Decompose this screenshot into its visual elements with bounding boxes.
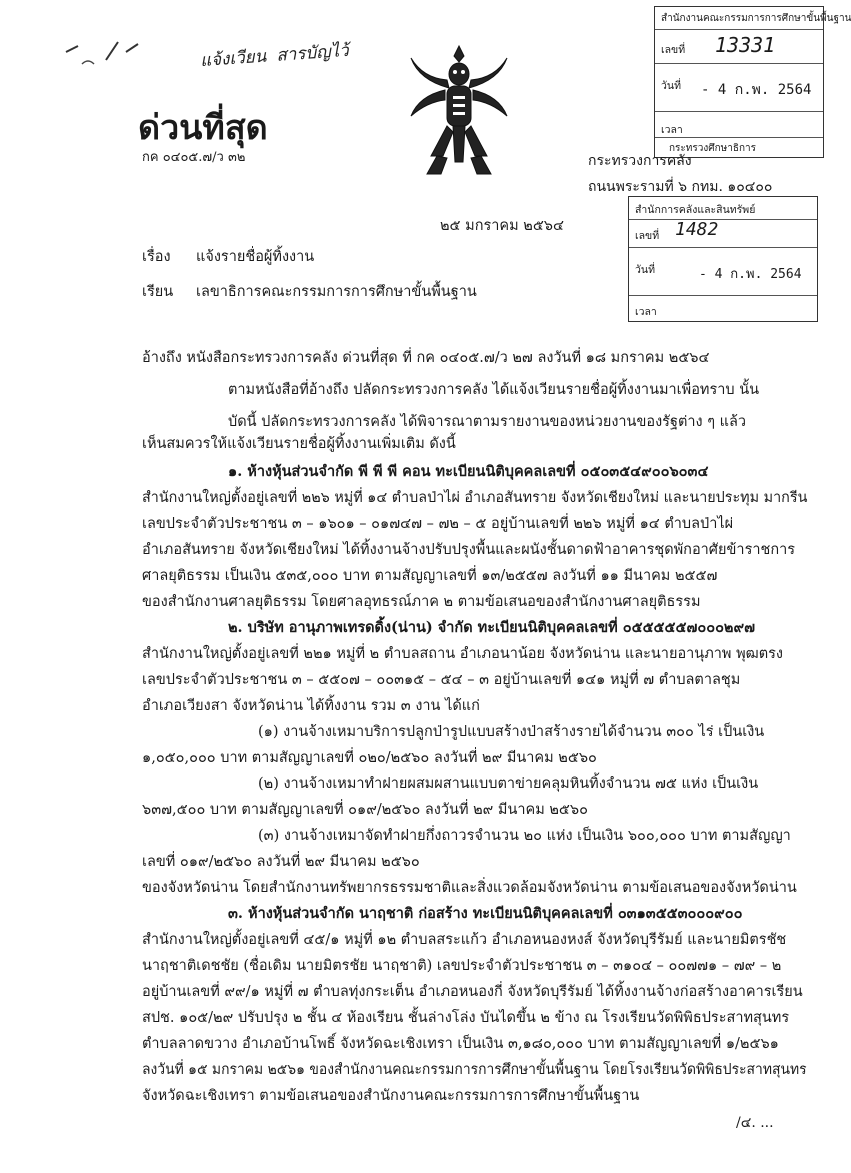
stamp-date-value: - 4 ก.พ. 2564 [701, 82, 812, 98]
body-line: ของสำนักงานศาลยุติธรรม โดยศาลอุทธรณ์ภาค ๒ ตามข้อเสนอของสำนักงานศาลยุติธรรม [142, 594, 701, 610]
body-line: สำนักงานใหญ่ตั้งอยู่เลขที่ ๔๕/๑ หมู่ที่ ๑๒ ตำบลสระแก้ว อำเภอหนองหงส์ จังหวัดบุรีรัมย์ และนายมิตรชัช [142, 932, 787, 948]
stamp2-date-label: วันที่ [635, 264, 655, 276]
stamp2-number-label: เลขที่ [635, 230, 660, 242]
salutation-label: เรียน [142, 284, 174, 300]
receiving-stamp-finance [628, 196, 818, 322]
body-line: ตามหนังสือที่อ้างถึง ปลัดกระทรวงการคลัง ได้แจ้งเวียนรายชื่อผู้ทิ้งงานมาเพื่อทราบ นั้น [228, 382, 760, 398]
stamp-number-label: เลขที่ [661, 44, 686, 56]
body-line: เลขที่ ๐๑๙/๒๕๖๐ ลงวันที่ ๒๙ มีนาคม ๒๕๖๐ [142, 854, 420, 870]
continued-marker: /๔. ... [736, 1115, 774, 1131]
sub-item-2: (๒) งานจ้างเหมาทำฝายผสมผสานแบบตาข่ายคลุมหินทิ้งจำนวน ๗๕ แห่ง เป็นเงิน [258, 776, 759, 792]
body-line: อำเภอสันทราย จังหวัดเชียงใหม่ ได้ทิ้งงานจ้างปรับปรุงพื้นและผนังชั้นดาดฟ้าอาคารชุดพักอาศัยข้าราชการ [142, 542, 796, 558]
body-line: ศาลยุติธรรม เป็นเงิน ๕๓๕,๐๐๐ บาท ตามสัญญาเลขที่ ๑๓/๒๕๕๗ ลงวันที่ ๑๑ มีนาคม ๒๕๕๗ [142, 568, 718, 584]
sub-item-3: (๓) งานจ้างเหมาจัดทำฝายกึ่งถาวรจำนวน ๒๐ แห่ง เป็นเงิน ๖๐๐,๐๐๐ บาท ตามสัญญา [258, 828, 791, 844]
doc-number: กค ๐๔๐๕.๗/ว ๓๒ [142, 150, 246, 165]
body-line: สำนักงานใหญ่ตั้งอยู่เลขที่ ๒๒๖ หมู่ที่ ๑๔ ตำบลป่าไผ่ อำเภอสันทราย จังหวัดเชียงใหม่ และนายประทุม มากรีน [142, 490, 808, 506]
subject-label: เรื่อง [142, 249, 171, 265]
stamp-date-label: วันที่ [661, 80, 681, 92]
sender-address: ถนนพระรามที่ ๖ กทม. ๑๐๔๐๐ [588, 179, 773, 195]
body-line: บัดนี้ ปลัดกระทรวงการคลัง ได้พิจารณาตามรายงานของหน่วยงานของรัฐต่าง ๆ แล้ว [228, 414, 746, 430]
item-1-heading: ๑. ห้างหุ้นส่วนจำกัด พี พี พี คอน ทะเบียนนิติบุคคลเลขที่ ๐๕๐๓๕๔๙๐๐๖๐๓๔ [228, 463, 709, 480]
stamp-number-value: 13331 [715, 33, 776, 57]
body-line: ของจังหวัดน่าน โดยสำนักงานทรัพยากรธรรมชาติและสิ่งแวดล้อมจังหวัดน่าน ตามข้อเสนอของจังหวัดน่าน [142, 880, 797, 896]
body-line: อยู่บ้านเลขที่ ๙๙/๑ หมู่ที่ ๗ ตำบลทุ่งกระเต็น อำเภอหนองกี่ จังหวัดบุรีรัมย์ ได้ทิ้งงานจ้างก่อสร้างอาคารเรียน [142, 984, 803, 1000]
reference-line: อ้างถึง หนังสือกระทรวงการคลัง ด่วนที่สุด ที่ กค ๐๔๐๕.๗/ว ๒๗ ลงวันที่ ๑๘ มกราคม ๒๕๖๔ [142, 350, 710, 366]
item-2-heading: ๒. บริษัท อานุภาพเทรดดิ้ง(น่าน) จำกัด ทะเบียนนิติบุคคลเลขที่ ๐๕๕๕๕๕๗๐๐๐๒๙๗ [228, 619, 756, 636]
handwritten-note: แจ้งเวียน สารบัญไว้ [199, 40, 350, 72]
sender-ministry: กระทรวงการคลัง [588, 153, 692, 169]
body-line: เลขประจำตัวประชาชน ๓ – ๕๕๐๗ – ๐๐๓๑๕ – ๕๔ – ๓ อยู่บ้านเลขที่ ๑๔๑ หมู่ที่ ๗ ตำบลตาลชุม [142, 672, 741, 688]
stamp-time-label: เวลา [661, 124, 683, 136]
letter-date: ๒๕ มกราคม ๒๕๖๔ [440, 218, 564, 234]
body-line: อำเภอเวียงสา จังหวัดน่าน ได้ทิ้งงาน รวม ๓ งาน ได้แก่ [142, 698, 480, 714]
stamp-office: สำนักงานคณะกรรมการการศึกษาขั้นพื้นฐาน [661, 13, 851, 24]
sub-item-1: (๑) งานจ้างเหมาบริการปลูกป่ารูปแบบสร้างป่าสร้างรายได้จำนวน ๓๐๐ ไร่ เป็นเงิน [258, 724, 765, 740]
body-line: ตำบลลาดขวาง อำเภอบ้านโพธิ์ จังหวัดฉะเชิงเทรา เป็นเงิน ๓,๑๘๐,๐๐๐ บาท ตามสัญญาเลขที่ ๑/๒๕๖๑ [142, 1036, 779, 1052]
body-line: ๑,๐๕๐,๐๐๐ บาท ตามสัญญาเลขที่ ๐๒๐/๒๕๖๐ ลงวันที่ ๒๙ มีนาคม ๒๕๖๐ [142, 750, 597, 766]
body-line: นาฤชาติเดชชัย (ชื่อเดิม นายมิตรชัย นาฤชาติ) เลขประจำตัวประชาชน ๓ – ๓๑๐๔ – ๐๐๗๗๑ – ๗๙ – ๒ [142, 958, 782, 974]
stamp2-number-value: 1482 [675, 219, 719, 240]
garuda-emblem-icon [407, 40, 512, 180]
stamp2-date-value: - 4 ก.พ. 2564 [699, 267, 802, 282]
stamp2-time-label: เวลา [635, 306, 657, 318]
stamp-ministry: กระทรวงศึกษาธิการ [669, 143, 757, 154]
urgency-label: ด่วนที่สุด [138, 108, 268, 148]
subject-text: แจ้งรายชื่อผู้ทิ้งงาน [196, 249, 315, 265]
body-line: สำนักงานใหญ่ตั้งอยู่เลขที่ ๒๒๑ หมู่ที่ ๒ ตำบลสถาน อำเภอนาน้อย จังหวัดน่าน และนายอานุภาพ พุฒตรง [142, 646, 784, 662]
body-line: เห็นสมควรให้แจ้งเวียนรายชื่อผู้ทิ้งงานเพิ่มเติม ดังนี้ [142, 436, 456, 452]
stamp2-office: สำนักการคลังและสินทรัพย์ [635, 204, 756, 216]
body-line: ลงวันที่ ๑๕ มกราคม ๒๕๖๑ ของสำนักงานคณะกรรมการการศึกษาขั้นพื้นฐาน โดยโรงเรียนวัดพิพิธประสาทสุนทร [142, 1062, 807, 1078]
receiving-stamp-obec [654, 6, 851, 158]
salutation-text: เลขาธิการคณะกรรมการการศึกษาขั้นพื้นฐาน [196, 284, 477, 300]
handwritten-scribble [58, 34, 148, 74]
item-3-heading: ๓. ห้างหุ้นส่วนจำกัด นาฤชาติ ก่อสร้าง ทะเบียนนิติบุคคลเลขที่ ๐๓๑๓๕๕๓๐๐๐๙๐๐ [228, 905, 743, 922]
body-line: จังหวัดฉะเชิงเทรา ตามข้อเสนอของสำนักงานคณะกรรมการการศึกษาขั้นพื้นฐาน [142, 1088, 640, 1104]
body-line: ๖๓๗,๕๐๐ บาท ตามสัญญาเลขที่ ๐๑๙/๒๕๖๐ ลงวันที่ ๒๙ มีนาคม ๒๕๖๐ [142, 802, 588, 818]
body-line: สปช. ๑๐๕/๒๙ ปรับปรุง ๒ ชั้น ๔ ห้องเรียน ชั้นล่างโล่ง บันไดขึ้น ๒ ข้าง ณ โรงเรียนวัดพิพิธประสาทสุนทร [142, 1010, 790, 1026]
body-line: เลขประจำตัวประชาชน ๓ – ๑๖๐๑ – ๐๑๗๔๗ – ๗๒ – ๕ อยู่บ้านเลขที่ ๒๒๖ หมู่ที่ ๑๔ ตำบลป่าไผ่ [142, 516, 734, 532]
